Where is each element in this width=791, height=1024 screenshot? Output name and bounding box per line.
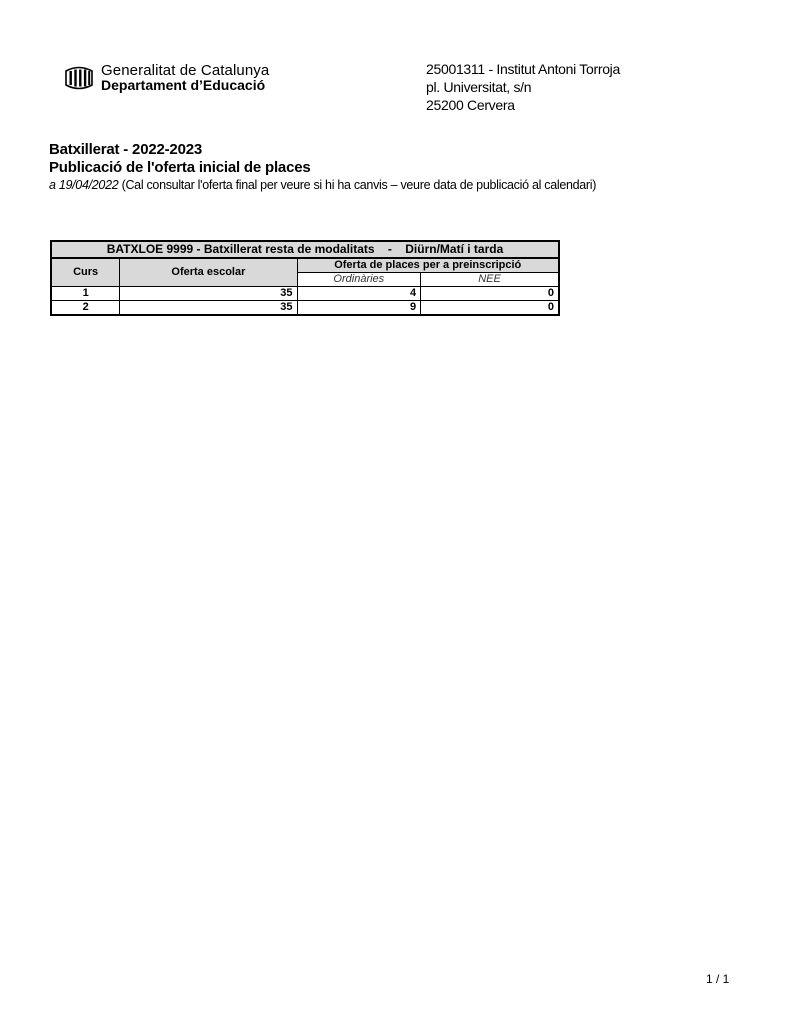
cell-oferta: 35 [120,301,297,316]
cell-curs: 1 [51,287,120,301]
table-row [51,301,559,316]
col-header-oferta: Oferta escolar [120,258,297,287]
page-number: 1 / 1 [706,972,730,986]
publication-note-text: (Cal consultar l'oferta final per veure si hi ha canvis – veure data de publicació al calendari) [121,178,597,192]
cell-nee: 0 [421,301,559,316]
address-line-3: 25200 Cervera [426,97,515,113]
col-header-curs: Curs [51,258,120,287]
col-header-group: Oferta de places per a preinscripció [297,258,559,273]
table-row [51,287,559,301]
publication-note [49,177,596,194]
col-header-ordinaries: Ordinàries [297,273,421,287]
address-line-1: 25001311 - Institut Antoni Torroja [426,61,620,77]
cell-curs: 2 [51,301,120,316]
cell-ordinaries: 9 [297,301,421,316]
offer-table [50,240,560,316]
generalitat-logo [64,64,269,92]
logo-line-2: Departament d’Educació [101,77,266,93]
publication-date: a 19/04/2022 [49,178,119,192]
document-subtitle: Publicació de l'oferta inicial de places [49,159,311,176]
address-line-2: pl. Universitat, s/n [426,79,532,95]
col-header-nee: NEE [421,273,559,287]
table-caption: BATXLOE 9999 - Batxillerat resta de modalitats - Diürn/Matí i tarda [51,241,559,258]
cell-ordinaries: 4 [297,287,421,301]
document-title-block [49,141,596,194]
document-title: Batxillerat - 2022-2023 [49,141,202,158]
logo-line-1: Generalitat de Catalunya [101,62,270,79]
cell-oferta: 35 [120,287,297,301]
generalitat-emblem-icon [64,65,94,91]
institution-address [426,60,620,114]
cell-nee: 0 [421,287,559,301]
